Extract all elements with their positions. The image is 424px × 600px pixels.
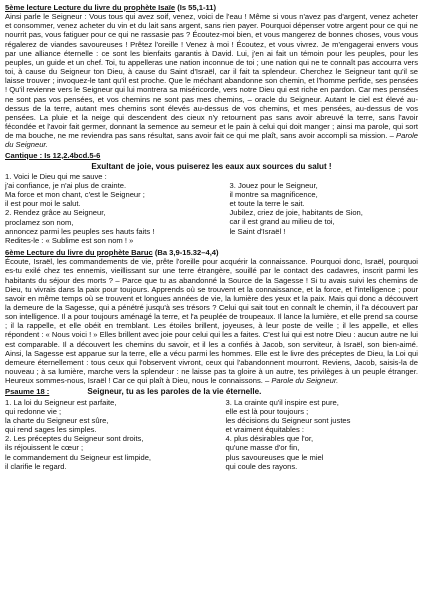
canticle-verses: [5, 172, 418, 245]
reading-6-heading: [5, 248, 418, 257]
psalm-line: 3. La crainte qu'il inspire est pure,: [225, 397, 339, 407]
psalm-left-column: [5, 398, 198, 471]
canticle-title: Cantique : Is 12,2.4bcd.5-6: [5, 150, 101, 160]
psalm-line: qui redonne vie ;: [5, 406, 62, 416]
reading-6-title: 6ème Lecture du livre du prophète Baruc: [5, 248, 153, 258]
reading-6-body: Écoute, Israël, les commandements de vie, prête l'oreille pour acquérir la connaissance. Pourquoi donc, Israël, pourquoi es-tu exilé chez tes ennemis, vieillissant sur une terre étrangère, souillé par le contact des cadavres, inscrit parmi les habitants du séjour des morts ? – Parce que tu as abandonné la Source de la Sagesse ! Si tu avais suivi les chemins de Dieu, tu vivrais dans la paix pour toujours. Apprends où se trouvent et la connaissance, et la force, et l'intelligence ; pour savoir en même temps où se trouvent et longues années de vie, la lumière des yeux et la paix. Mais qui donc a découvert la demeure de la Sagesse, qui a pénétré jusqu'à ses trésors ? Celui qui sait tout en connaît le chemin, il l'a découvert par son intelligence. Il a pour toujours aménagé la terre, et l'a peuplée de troupeaux. Il lance la lumière, et elle prend sa course ; il la rappelle, et elle obéit en tremblant. Les étoiles brillent, joyeuses, à leur poste de veille ; il les appelle, et elles répondent : « Nous voici ! » Elles brillent avec joie pour celui qui les a faites. C'est lui qui est notre Dieu : aucun autre ne lui est comparable. Il a découvert les chemins du savoir, et il les a confiés à Jacob, son serviteur, à Israël, son bien-aimé. Ainsi, la Sagesse est apparue sur la terre, elle a vécu parmi les hommes. Elle est le livre des préceptes de Dieu, la Loi qui demeure éternellement : tous ceux qui l'observent vivront, ceux qui l'abandonnent mourront. Reviens, Jacob, saisis-la de nouveau ; à sa lumière, marche vers la splendeur : ne laisse pas ta gloire à un autre, tes privilèges à un peuple étranger. Heureux sommes-nous, Israël ! Car ce qui plaît à Dieu, nous le connaissons. –: [5, 257, 418, 386]
reading-5-reference: (Is 55,1-11): [175, 3, 217, 12]
reading-5-closing: Parole du Seigneur.: [5, 131, 418, 150]
canticle-line: j'ai confiance, je n'ai plus de crainte.: [5, 180, 127, 190]
psalm-line: elle est là pour toujours ;: [225, 406, 309, 416]
psalm-line: il clarifie le regard.: [5, 461, 67, 471]
reading-6-text: [5, 257, 418, 385]
psalm-refrain: Seigneur, tu as les paroles de la vie éternelle.: [87, 387, 262, 397]
psalm-line: qui coule des rayons.: [225, 461, 298, 471]
canticle-line: car il est grand au milieu de toi,: [229, 217, 335, 227]
psalm-line: plus savoureuses que le miel: [225, 452, 324, 462]
canticle-line: Redites-le : « Sublime est son nom ! »: [5, 235, 134, 245]
psalm-title: Psaume 18 :: [5, 387, 50, 397]
psalm-line: et vraiment équitables :: [225, 425, 305, 435]
canticle-line: 3. Jouez pour le Seigneur,: [229, 180, 318, 190]
psalm-line: 2. Les préceptes du Seigneur sont droits,: [5, 434, 144, 444]
canticle-left-column: [5, 172, 194, 245]
canticle-line: annoncez parmi les peuples ses hauts faits !: [5, 226, 155, 236]
psalm-line: 1. La loi du Seigneur est parfaite,: [5, 397, 117, 407]
canticle-refrain: Exultant de joie, vous puiserez les eaux aux sources du salut !: [91, 161, 332, 171]
reading-5-heading: [5, 3, 418, 12]
psalm-line: 4. plus désirables que l'or,: [225, 434, 314, 444]
reading-5-text: [5, 12, 418, 149]
psalm-heading: [5, 387, 418, 396]
canticle-line: Ma force et mon chant, c'est le Seigneur ;: [5, 190, 145, 200]
psalm-line: qu'une masse d'or fin,: [225, 443, 300, 453]
psalm-line: ils réjouissent le cœur ;: [5, 443, 84, 453]
canticle-line: il montre sa magnificence,: [229, 189, 318, 199]
canticle-line: et toute la terre le sait.: [229, 199, 305, 209]
reading-6-reference: (Ba 3,9-15.32–4,4): [152, 248, 219, 258]
psalm-verses: [5, 398, 418, 471]
psalm-line: le commandement du Seigneur est limpide,: [5, 452, 152, 462]
reading-6-closing: Parole du Seigneur.: [271, 376, 339, 386]
psalm-line: les décisions du Seigneur sont justes: [225, 415, 351, 425]
canticle-line: 2. Rendez grâce au Seigneur,: [5, 208, 106, 218]
psalm-right-column: [198, 398, 419, 471]
canticle-line: Jubilez, criez de joie, habitants de Sion,: [229, 208, 363, 218]
canticle-line: le Saint d'Israël !: [229, 226, 286, 236]
canticle-line: il est pour moi le salut.: [5, 199, 81, 209]
psalm-line: la charte du Seigneur est sûre,: [5, 415, 109, 425]
canticle-line: proclamez son nom,: [5, 217, 74, 227]
canticle-right-column: [194, 172, 419, 245]
psalm-line: qui rend sages les simples.: [5, 425, 97, 435]
canticle-line: 1. Voici le Dieu qui me sauve :: [5, 171, 107, 181]
reading-5-title: 5ème lecture Lecture du livre du prophète Isaïe: [5, 3, 176, 12]
reading-5-body: Ainsi parle le Seigneur : Vous tous qui avez soif, venez, voici de l'eau ! Même si vous n'avez pas d'argent, venez acheter et consommer, venez acheter du vin et du lait sans argent, sans rien payer. Pourquoi dépenser votre argent pour ce qui ne nourrit pas, vous fatiguer pour ce qui ne rassasie pas ? Écoutez-moi bien, et vous mangerez de bonnes choses, vous vous régalerez de viandes savoureuses ! Prêtez l'oreille ! Venez à moi ! Écoutez, et vous vivrez. Je m'engagerai envers vous par une alliance éternelle : ce sont les bienfaits garantis à David. Lui, j'en ai fait un témoin pour les peuples, pour les peuples, un guide et un chef. Toi, tu appelleras une nation inconnue de toi ; une nation qui ne te connaît pas accourra vers toi, à cause du Seigneur ton Dieu, à cause du Saint d'Israël, car il fait ta splendeur. Cherchez le Seigneur tant qu'il se laisse trouver ; invoquez-le tant qu'il est proche. Que le méchant abandonne son chemin, et l'homme perfide, ses pensées ! Qu'il revienne vers le Seigneur qui lui montrera sa miséricorde, vers notre Dieu qui est riche en pardon. Car mes pensées ne sont pas vos pensées, et vos chemins ne sont pas mes chemins, – oracle du Seigneur. Autant le ciel est élevé au-dessus de la terre, autant mes chemins sont élevés au-dessus de vos chemins, et mes pensées, au-dessus de vos pensées. La pluie et la neige qui descendent des cieux n'y retournent pas sans avoir abreuvé la terre, sans l'avoir fécondée et l'avoir fait germer, donnant la semence au semeur et le pain à celui qui doit manger ; ainsi ma parole, qui sort de ma bouche, ne me reviendra pas sans résultat, sans avoir fait ce qui me plaît, sans avoir accompli sa mission. –: [5, 12, 418, 141]
